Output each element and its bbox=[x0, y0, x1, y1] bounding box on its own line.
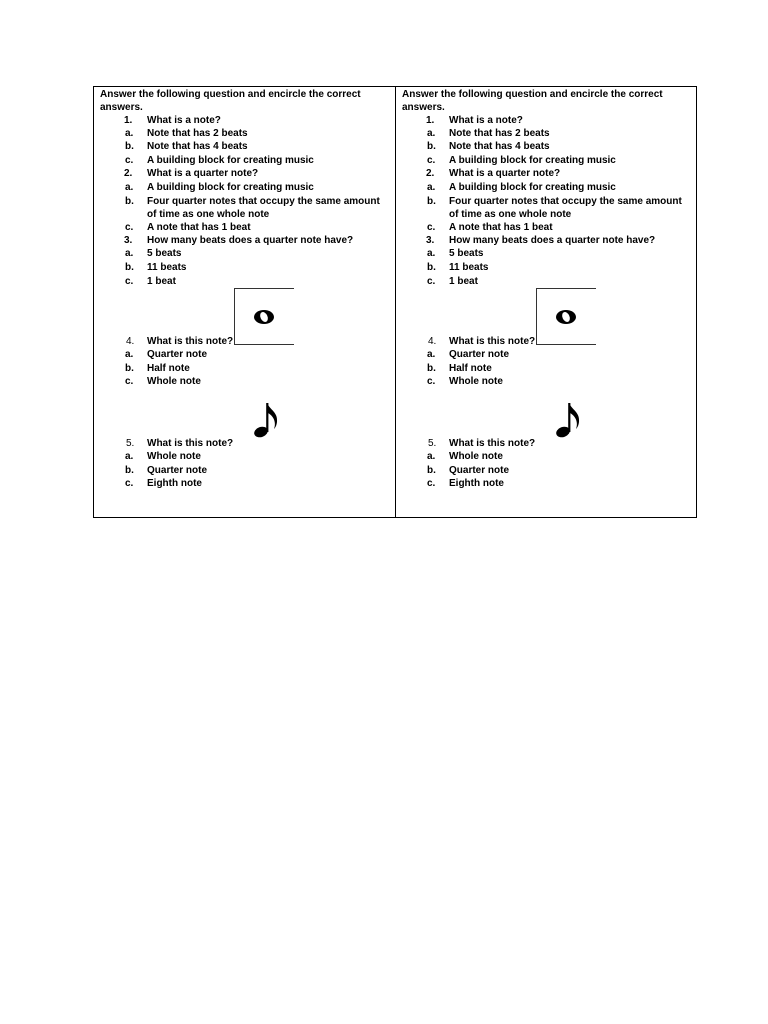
option-letter: a. bbox=[125, 451, 134, 462]
option-text: Four quarter notes that occupy the same amount bbox=[449, 196, 682, 207]
option-text: A building block for creating music bbox=[449, 155, 616, 166]
question-text: What is this note? bbox=[147, 336, 234, 347]
option-letter: a. bbox=[125, 349, 134, 360]
question-number: 5. bbox=[428, 438, 437, 449]
option-letter: a. bbox=[125, 248, 134, 259]
option-letter: c. bbox=[125, 376, 134, 387]
option-text: Note that has 4 beats bbox=[449, 141, 550, 152]
option-text-continued: of time as one whole note bbox=[147, 209, 270, 220]
option-letter: b. bbox=[125, 465, 134, 476]
option-text: 5 beats bbox=[449, 248, 484, 259]
option-text: Quarter note bbox=[449, 349, 510, 360]
option-text: Note that has 2 beats bbox=[147, 128, 248, 139]
option-letter: a. bbox=[427, 349, 436, 360]
option-text: Quarter note bbox=[147, 349, 208, 360]
option-letter: c. bbox=[427, 155, 436, 166]
question-number: 1. bbox=[124, 115, 133, 126]
option-text: Eighth note bbox=[147, 478, 202, 489]
option-letter: a. bbox=[427, 128, 436, 139]
instructions: Answer the following question and encircle the correct answers. bbox=[100, 89, 361, 113]
option-letter: c. bbox=[427, 276, 436, 287]
whole-note-image bbox=[536, 288, 596, 345]
option-text: A building block for creating music bbox=[449, 182, 616, 193]
worksheet-right bbox=[395, 87, 696, 517]
question-number: 4. bbox=[428, 336, 437, 347]
question-number: 2. bbox=[124, 168, 133, 179]
option-letter: c. bbox=[125, 155, 134, 166]
option-letter: a. bbox=[427, 248, 436, 259]
option-letter: b. bbox=[427, 363, 436, 374]
option-text: Note that has 2 beats bbox=[449, 128, 550, 139]
question-text: What is a note? bbox=[147, 115, 221, 126]
option-letter: c. bbox=[125, 276, 134, 287]
question-text: What is a quarter note? bbox=[449, 168, 561, 179]
question-text: What is a quarter note? bbox=[147, 168, 259, 179]
option-text: Whole note bbox=[147, 376, 201, 387]
option-letter: a. bbox=[125, 128, 134, 139]
option-text: 11 beats bbox=[449, 262, 489, 273]
option-letter: b. bbox=[427, 262, 436, 273]
option-letter: c. bbox=[125, 478, 134, 489]
question-number: 3. bbox=[426, 235, 435, 246]
option-text: Half note bbox=[449, 363, 492, 374]
option-letter: c. bbox=[427, 376, 436, 387]
question-text: How many beats does a quarter note have? bbox=[147, 235, 354, 246]
option-text: 11 beats bbox=[147, 262, 187, 273]
option-letter: b. bbox=[125, 196, 134, 207]
option-text: Quarter note bbox=[449, 465, 510, 476]
option-text: Whole note bbox=[449, 376, 503, 387]
whole-note-icon bbox=[253, 309, 275, 325]
question-text: What is this note? bbox=[449, 336, 536, 347]
eighth-note-icon bbox=[252, 400, 282, 440]
option-letter: b. bbox=[125, 141, 134, 152]
option-letter: c. bbox=[125, 222, 134, 233]
whole-note-icon bbox=[555, 309, 577, 325]
option-text: Whole note bbox=[147, 451, 201, 462]
whole-note-image bbox=[234, 288, 294, 345]
option-letter: a. bbox=[125, 182, 134, 193]
option-text: Note that has 4 beats bbox=[147, 141, 248, 152]
eighth-note-icon bbox=[554, 400, 584, 440]
option-letter: b. bbox=[125, 363, 134, 374]
question-number: 2. bbox=[426, 168, 435, 179]
option-text: 1 beat bbox=[449, 276, 478, 287]
option-letter: a. bbox=[427, 451, 436, 462]
option-text: A note that has 1 beat bbox=[147, 222, 251, 233]
question-text: What is this note? bbox=[147, 438, 234, 449]
option-letter: b. bbox=[125, 262, 134, 273]
option-text: Half note bbox=[147, 363, 190, 374]
option-text: Eighth note bbox=[449, 478, 504, 489]
option-letter: a. bbox=[427, 182, 436, 193]
option-letter: b. bbox=[427, 465, 436, 476]
option-letter: c. bbox=[427, 478, 436, 489]
option-text-continued: of time as one whole note bbox=[449, 209, 572, 220]
question-text: How many beats does a quarter note have? bbox=[449, 235, 656, 246]
worksheet-table bbox=[93, 86, 697, 518]
option-text: A building block for creating music bbox=[147, 155, 314, 166]
option-letter: b. bbox=[427, 141, 436, 152]
option-text: 5 beats bbox=[147, 248, 182, 259]
question-number: 4. bbox=[126, 336, 135, 347]
option-letter: c. bbox=[427, 222, 436, 233]
option-text: 1 beat bbox=[147, 276, 176, 287]
question-number: 5. bbox=[126, 438, 135, 449]
option-letter: b. bbox=[427, 196, 436, 207]
instructions: Answer the following question and encircle the correct answers. bbox=[402, 89, 663, 113]
question-text: What is this note? bbox=[449, 438, 536, 449]
worksheet-left bbox=[94, 87, 395, 517]
option-text: A building block for creating music bbox=[147, 182, 314, 193]
option-text: A note that has 1 beat bbox=[449, 222, 553, 233]
option-text: Quarter note bbox=[147, 465, 208, 476]
question-number: 3. bbox=[124, 235, 133, 246]
question-number: 1. bbox=[426, 115, 435, 126]
option-text: Four quarter notes that occupy the same amount bbox=[147, 196, 380, 207]
question-text: What is a note? bbox=[449, 115, 523, 126]
option-text: Whole note bbox=[449, 451, 503, 462]
